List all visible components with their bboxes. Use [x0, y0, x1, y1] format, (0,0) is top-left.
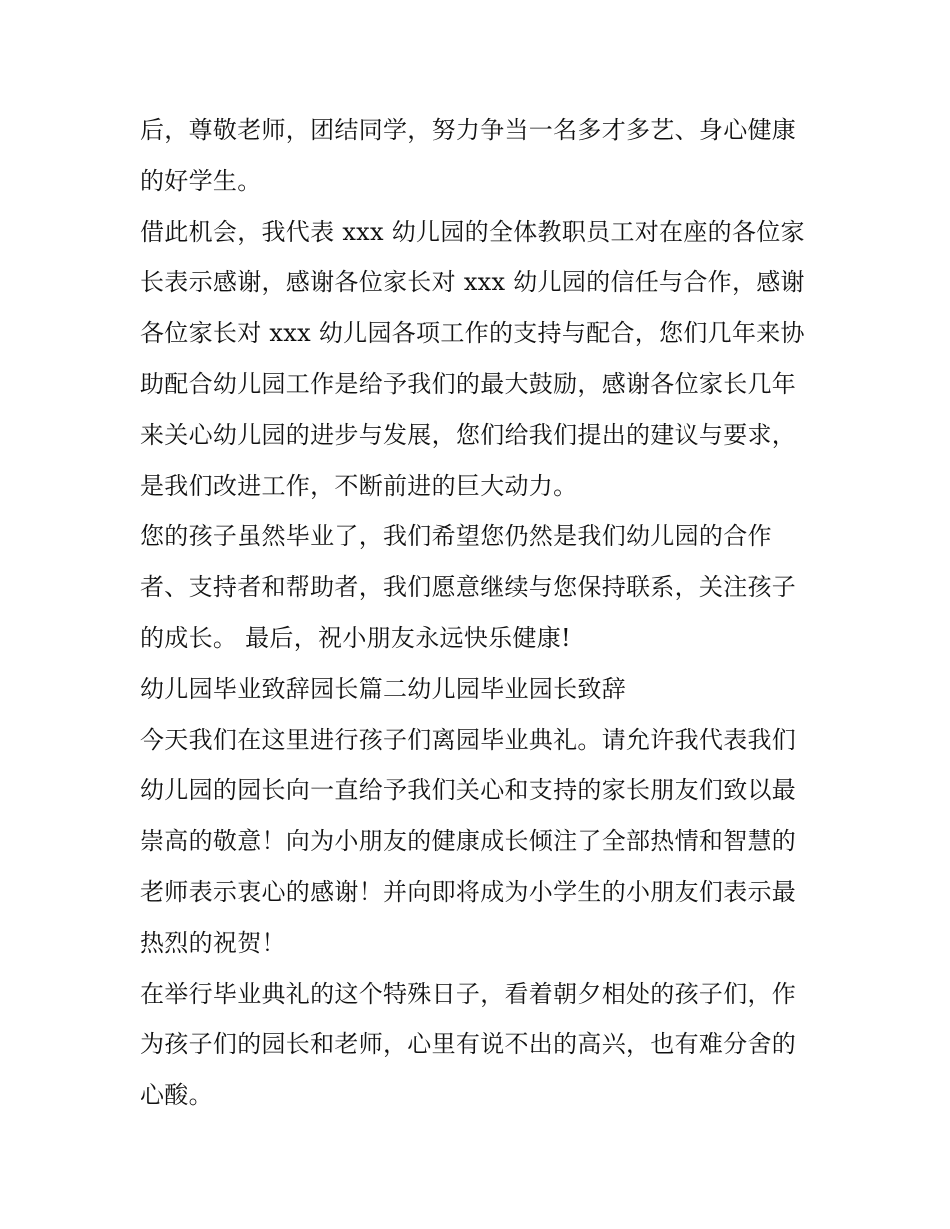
text-line: 老师表示衷心的感谢！并向即将成为小学生的小朋友们表示最 — [140, 877, 797, 906]
document-body — [140, 105, 820, 1121]
text-line: 在举行毕业典礼的这个特殊日子，看着朝夕相处的孩子们，作 — [140, 979, 797, 1008]
section-heading: 幼儿园毕业致辞园长篇二幼儿园毕业园长致辞 — [140, 674, 626, 703]
text-line: 您的孩子虽然毕业了，我们希望您仍然是我们幼儿园的合作 — [140, 522, 772, 551]
text-line: 今天我们在这里进行孩子们离园毕业典礼。请允许我代表我们 — [140, 725, 797, 754]
text-line: 热烈的祝贺！ — [140, 928, 286, 957]
text-line: 是我们改进工作，不断前进的巨大动力。 — [140, 471, 578, 500]
text-line: 者、支持者和帮助者，我们愿意继续与您保持联系，关注孩子 — [140, 573, 797, 602]
text-line: 长表示感谢，感谢各位家长对 xxx 幼儿园的信任与合作，感谢 — [140, 268, 805, 297]
text-line: 的好学生。 — [140, 166, 262, 195]
text-line: 的成长。 最后，祝小朋友永远快乐健康! — [140, 623, 571, 652]
text-line: 来关心幼儿园的进步与发展，您们给我们提出的建议与要求， — [140, 420, 797, 449]
text-line: 崇高的敬意！向为小朋友的健康成长倾注了全部热情和智慧的 — [140, 827, 797, 856]
text-line: 幼儿园的园长向一直给予我们关心和支持的家长朋友们致以最 — [140, 776, 797, 805]
text-line: 为孩子们的园长和老师，心里有说不出的高兴，也有难分舍的 — [140, 1030, 797, 1059]
text-line: 借此机会，我代表 xxx 幼儿园的全体教职员工对在座的各位家 — [140, 217, 805, 246]
text-line: 心酸。 — [140, 1081, 213, 1110]
text-line: 后，尊敬老师，团结同学，努力争当一名多才多艺、身心健康 — [140, 116, 797, 144]
text-line: 各位家长对 xxx 幼儿园各项工作的支持与配合，您们几年来协 — [140, 319, 805, 348]
text-line: 助配合幼儿园工作是给予我们的最大鼓励，感谢各位家长几年 — [140, 369, 797, 398]
